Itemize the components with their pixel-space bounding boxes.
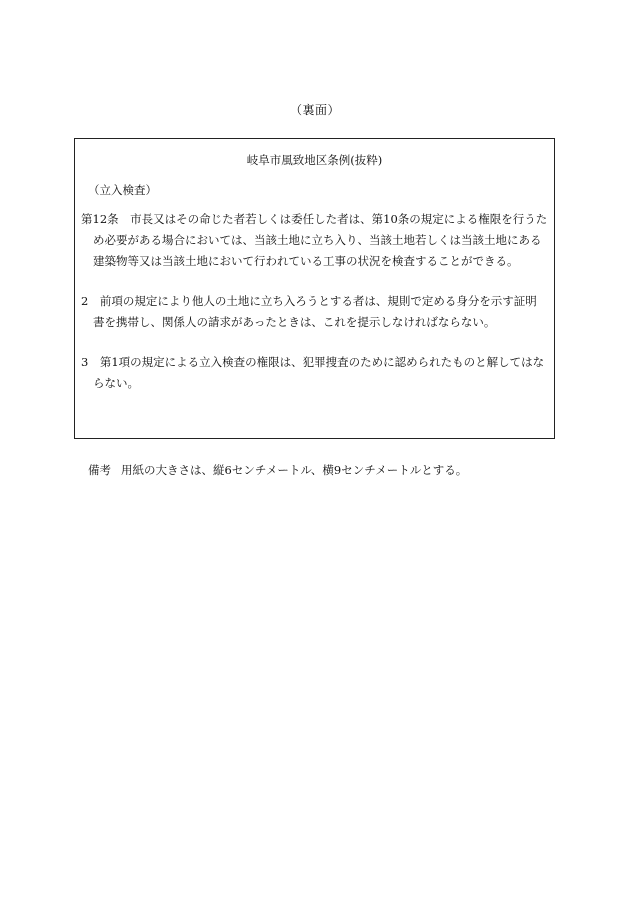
remarks-text: 用紙の大きさは、縦6センチメートル、横9センチメートルとする。 xyxy=(121,463,468,477)
excerpt-title: 岐阜市風致地区条例(抜粋) xyxy=(246,153,383,167)
paragraph-2 xyxy=(81,291,549,333)
remarks-note xyxy=(88,462,467,478)
paragraph-3 xyxy=(81,352,549,394)
page-side-label: （裏面） xyxy=(289,103,340,117)
article-12-line: 第12条 市長又はその命じた者若しくは委任した者は、第10条の規定による権限を行うた xyxy=(81,212,548,226)
excerpt-subheading: （立入検査） xyxy=(88,183,157,197)
ordinance-excerpt-box xyxy=(74,138,555,439)
paragraph-2-line: 2 前項の規定により他人の土地に立ち入ろうとする者は、規則で定める身分を示す証明 xyxy=(81,294,537,308)
paragraph-3-line: らない。 xyxy=(93,376,139,390)
remarks-label: 備考 xyxy=(88,463,111,477)
article-12-line: 建築物等又は当該土地において行われている工事の状況を検査することができる。 xyxy=(93,254,519,268)
paragraph-3-line: 3 第1項の規定による立入検査の権限は、犯罪捜査のために認められたものと解してはな xyxy=(81,355,545,369)
paragraph-2-line: 書を携帯し、関係人の請求があったときは、これを提示しなければならない。 xyxy=(93,315,496,329)
article-12-paragraph xyxy=(81,209,549,272)
article-12-line: め必要がある場合においては、当該土地に立ち入り、当該土地若しくは当該土地にある xyxy=(93,233,542,247)
